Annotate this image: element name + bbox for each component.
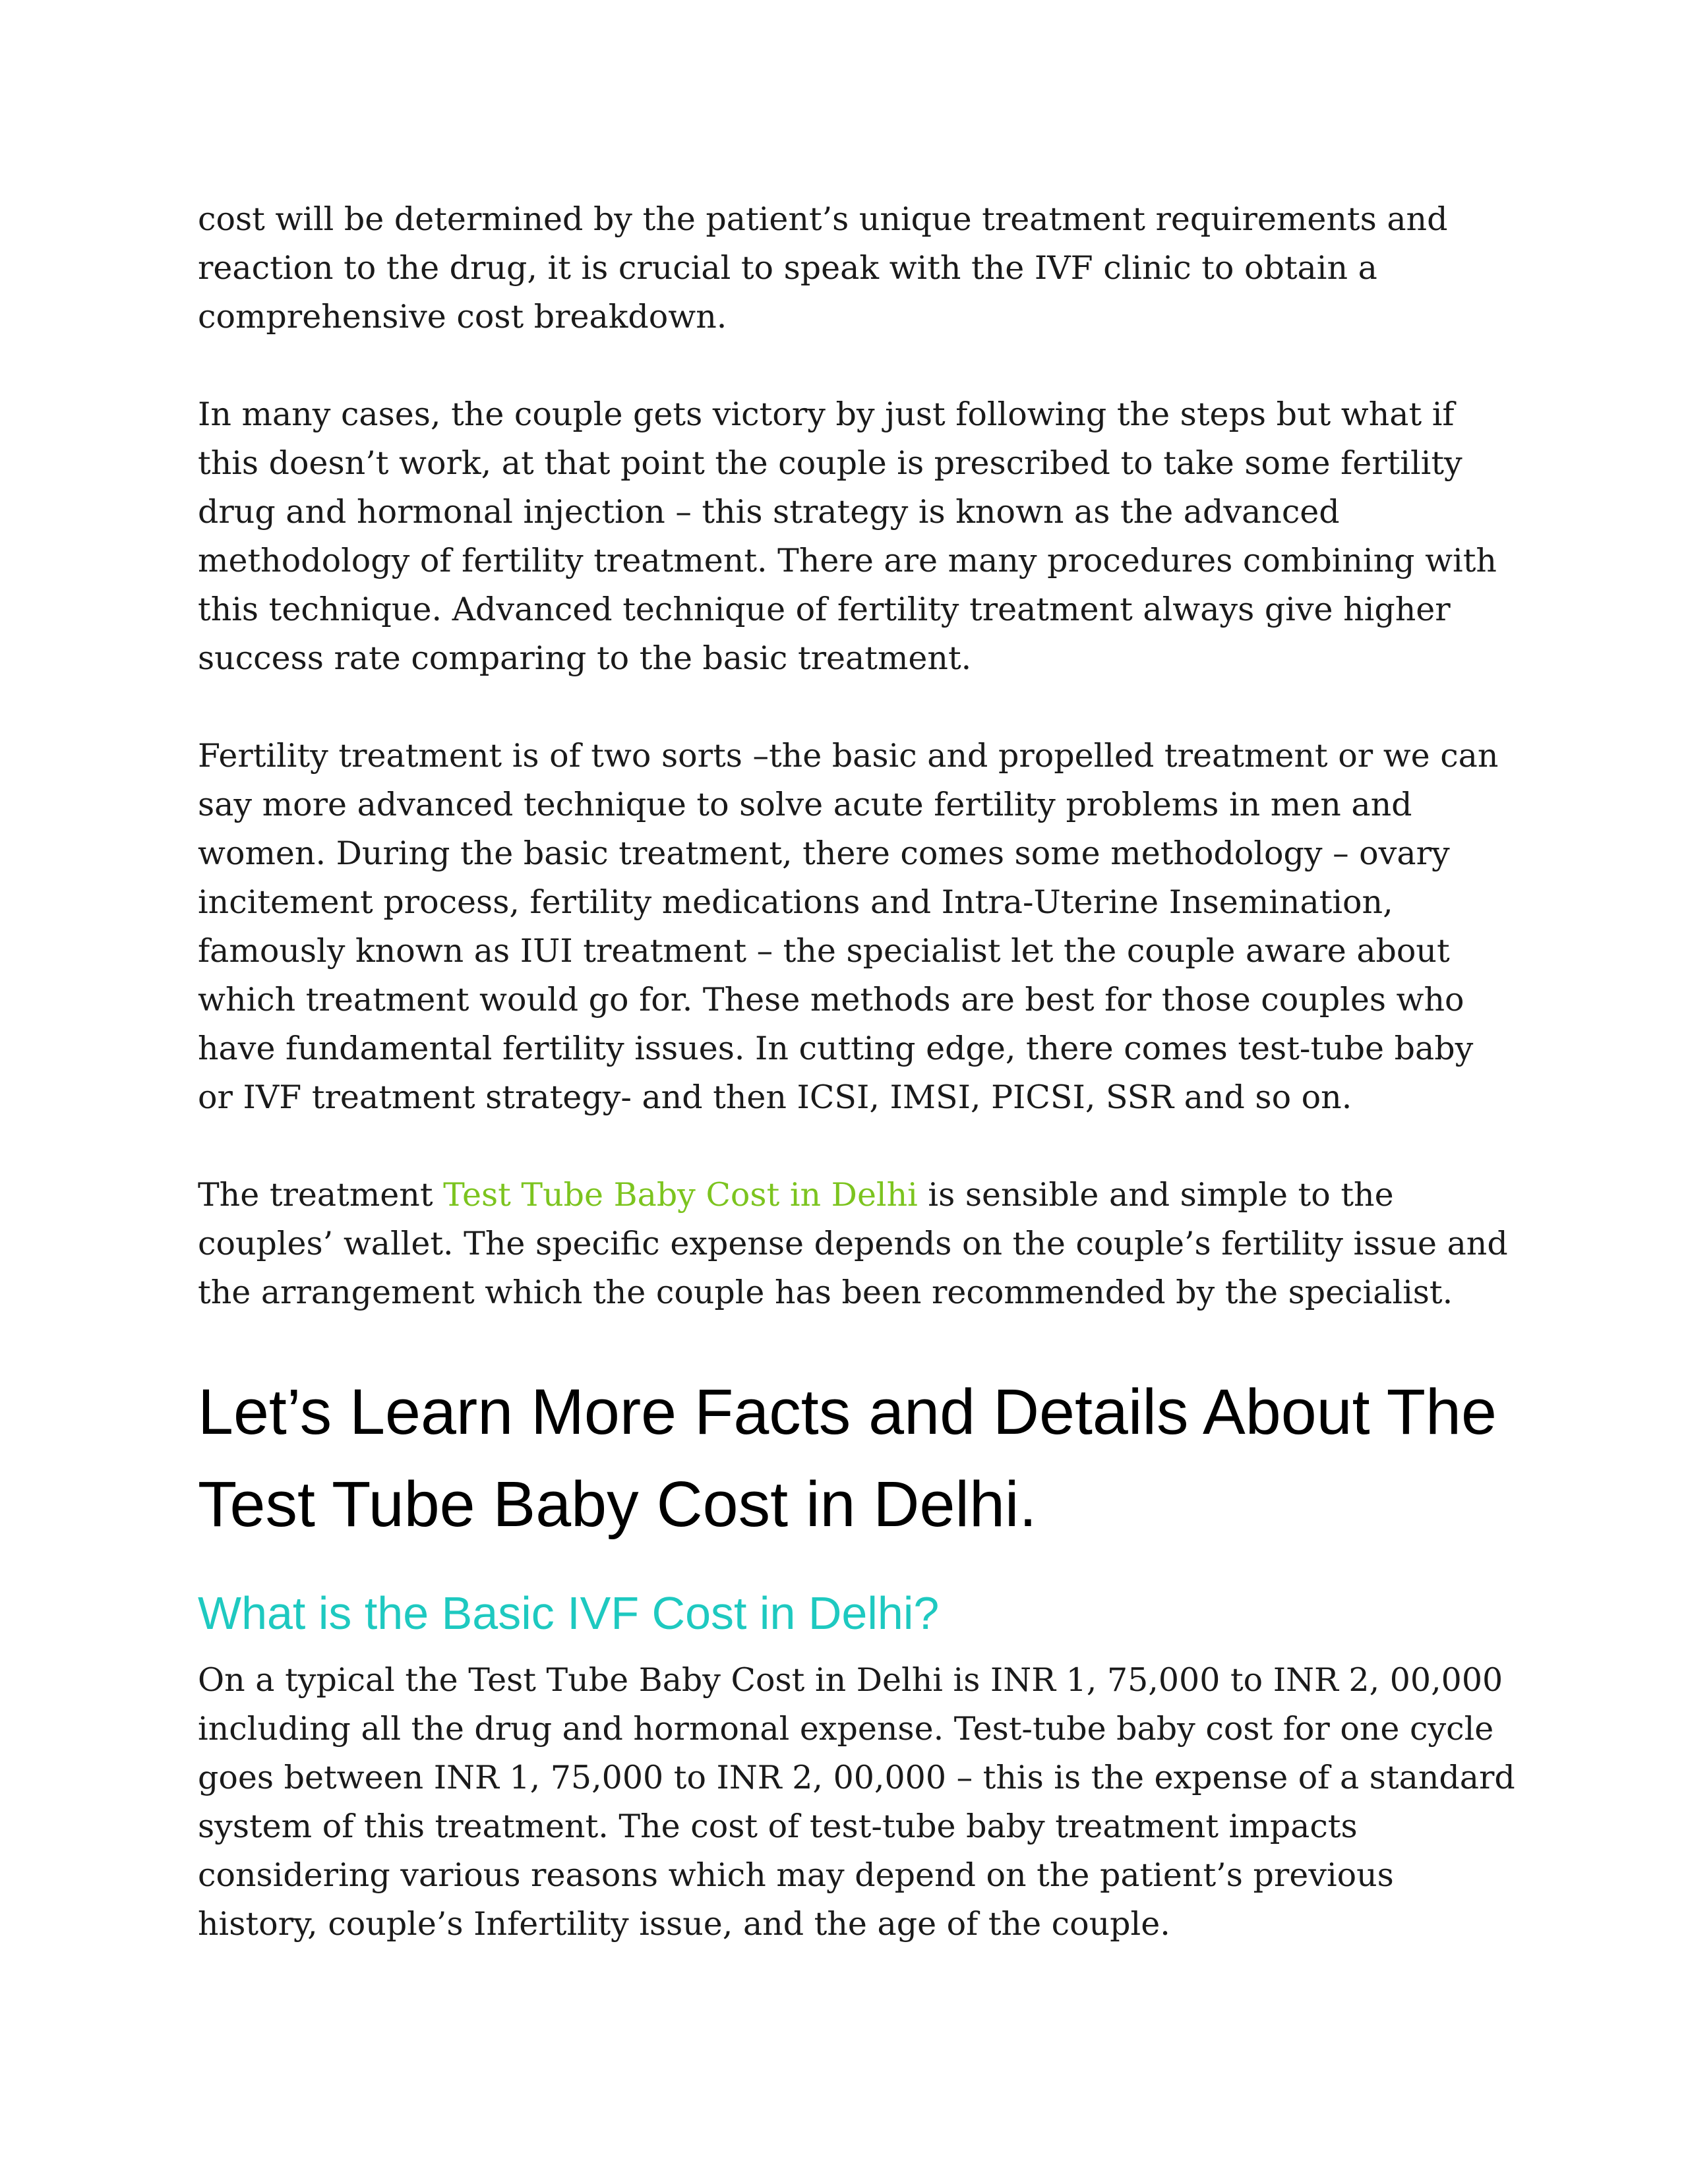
paragraph-advanced-treatment: In many cases, the couple gets victory by just following the steps but what if this doesn’t work, at that point the couple is prescribed to take some fertility drug and hormonal injection – this strategy is known as the advanced methodology of fertility treatment. There are many procedures combining with this technique. Advanced technique of fertility treatment always give higher success rate comparing to the basic treatment. <box>198 396 1497 677</box>
paragraph-text-before-link: The treatment <box>198 1176 444 1214</box>
paragraph-cost-breakdown: cost will be determined by the patient’s unique treatment requirements and reaction to the drug, it is crucial to speak with the IVF clinic to obtain a comprehensive cost breakdown. <box>198 200 1448 336</box>
section-heading: Let’s Learn More Facts and Details About The Test Tube Baby Cost in Delhi. <box>198 1376 1497 1540</box>
paragraph-treatment-cost <box>198 1171 1517 1317</box>
paragraph-treatment-types: Fertility treatment is of two sorts –the basic and propelled treatment or we can say more advanced technique to solve acute fertility problems in men and women. During the basic treatment, there comes some methodology – ovary incitement process, fertility medications and Intra-Uterine Insemination, famously known as IUI treatment – the specialist let the couple aware about which treatment would go for. These methods are best for those couples who have fundamental fertility issues. In cutting edge, there comes test-tube baby or IVF treatment strategy- and then ICSI, IMSI, PICSI, SSR and so on. <box>198 737 1499 1116</box>
document-page <box>198 195 1517 1997</box>
subsection-heading: What is the Basic IVF Cost in Delhi? <box>198 1587 940 1639</box>
paragraph-basic-ivf-cost: On a typical the Test Tube Baby Cost in Delhi is INR 1, 75,000 to INR 2, 00,000 including all the drug and hormonal expense. Test-tube baby cost for one cycle goes between INR 1, 75,000 to INR 2, 00,000 – this is the expense of a standard system of this treatment. The cost of test-tube baby treatment impacts considering various reasons which may depend on the patient’s previous history, couple’s Infertility issue, and the age of the couple. <box>198 1661 1515 1943</box>
test-tube-baby-cost-link[interactable]: Test Tube Baby Cost in Delhi <box>443 1176 918 1214</box>
paragraph-text-after-link: is sensible and simple to the couples’ wallet. The specific expense depends on the couple’s fertility issue and the arrangement which the couple has been recommended by the specialist. <box>198 1176 1508 1311</box>
